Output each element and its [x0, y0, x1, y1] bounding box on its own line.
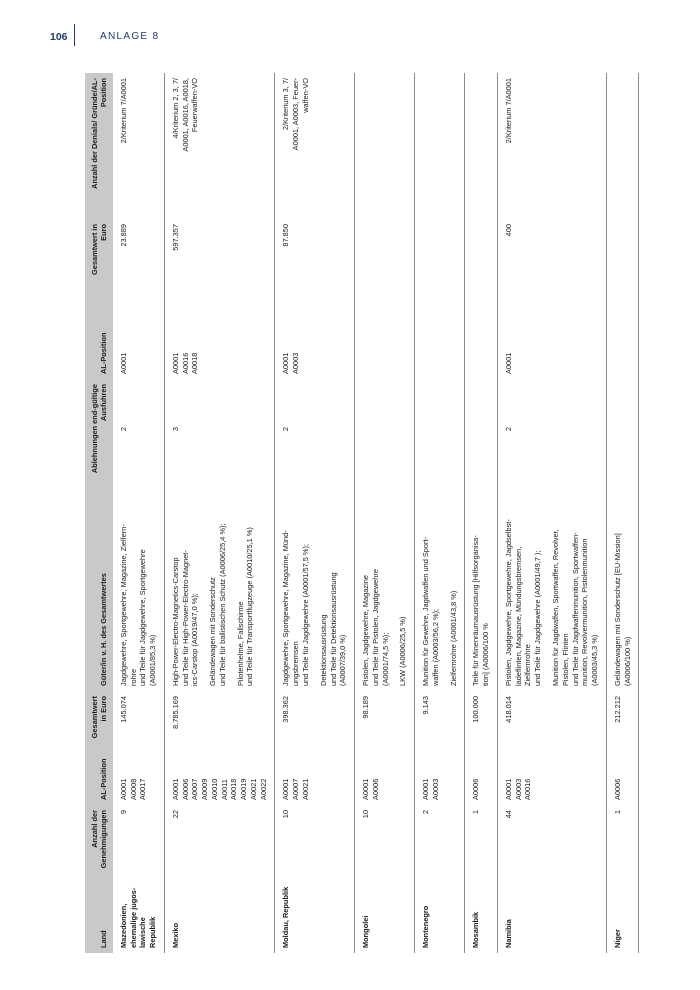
land-cell [465, 881, 498, 953]
al-code: A0006 [471, 778, 481, 800]
section-label: ANLAGE 8 [100, 31, 160, 42]
goods-group [319, 484, 348, 686]
goods-group [613, 484, 633, 686]
goods-group [471, 484, 491, 686]
anzahl-cell: 1 [465, 805, 498, 881]
al-position-2-cell [355, 289, 415, 379]
goods-group [236, 484, 256, 686]
denials-cell [606, 73, 639, 219]
gueter-cell [415, 479, 465, 691]
denials-cell [497, 73, 606, 219]
goods-line: munition, Revolvermunition, Pistolenmunition [580, 538, 590, 686]
goods-group [281, 484, 310, 686]
al-code: A0010 [209, 778, 219, 800]
goods-line: rohre [128, 668, 138, 686]
goods-line: und Teile für High-Power-Electro-Magnet- [180, 550, 190, 686]
al-code: A0001 [281, 352, 291, 374]
al-code: A0001 [170, 778, 180, 800]
goods-line: und Teile für Jagdgewehre (A0001/49,7 ); [533, 550, 543, 686]
gesamtwert-cell: 212.212 [606, 691, 639, 747]
gueter-cell [497, 479, 606, 691]
al-code: A0001 [118, 778, 128, 800]
al-code: A0021 [248, 778, 258, 800]
gueter-cell [606, 479, 639, 691]
al-code: A0016 [523, 778, 533, 800]
table-body [113, 73, 639, 953]
anzahl-cell: 10 [355, 805, 415, 881]
ablehnungen-cell [606, 379, 639, 479]
al-code: A0018 [190, 352, 200, 374]
al-code: A0016 [180, 352, 190, 374]
goods-line: tion] (A0006/100 % [481, 623, 491, 686]
land-cell [355, 881, 415, 953]
al-position-cell [606, 747, 639, 805]
gueter-cell [113, 479, 165, 691]
denials-line: A0001, A0016, A0018, [180, 78, 190, 152]
al-code: A0001 [361, 778, 371, 800]
gesamtwert-2-cell [465, 219, 498, 289]
table-row [497, 73, 606, 953]
table-row [275, 73, 355, 953]
anzahl-cell: 44 [497, 805, 606, 881]
goods-group [421, 484, 441, 686]
goods-group [208, 484, 228, 686]
al-code: A0007 [190, 778, 200, 800]
al-position-2-cell [275, 289, 355, 379]
anzahl-cell: 10 [275, 805, 355, 881]
goods-line: und Teile für Detektionsausrüstung [328, 572, 338, 686]
goods-line: Jagdgewehre, Sportgewehre, Magazine, Münd- [281, 530, 291, 686]
al-position-2-cell [606, 289, 639, 379]
goods-line: Teile für Minenräumausrüstung [Hilfsorganisa- [471, 535, 481, 686]
land-line: Moldau, Republik [281, 886, 291, 948]
goods-line: LKW (A0006/25,5 %) [398, 616, 408, 686]
denials-cell [275, 73, 355, 219]
goods-line: Detektionsausrüstung [318, 614, 328, 686]
goods-line: und Teile für Jagdwaffenmunition, Sportwaffen- [570, 532, 580, 686]
export-table [85, 73, 639, 953]
gesamtwert-cell: 8.785.169 [164, 691, 275, 747]
goods-group [551, 484, 600, 686]
table-row [355, 73, 415, 953]
anzahl-cell: 2 [415, 805, 465, 881]
ablehnungen-cell: 2 [275, 379, 355, 479]
land-line: Niger [612, 929, 622, 948]
land-cell [415, 881, 465, 953]
goods-line: Munition für Jagdwaffen, Sportwaffen, Revolver, [551, 529, 561, 686]
gesamtwert-cell: 98.189 [355, 691, 415, 747]
al-code: A0001 [170, 352, 180, 374]
ablehnungen-cell: 2 [113, 379, 165, 479]
al-position-cell [355, 747, 415, 805]
anzahl-cell: 1 [606, 805, 639, 881]
header-divider [74, 24, 75, 46]
goods-line: und Teile für ballistischen Schutz (A0006/25,4 %); [217, 523, 227, 686]
land-line: Namibia [503, 919, 513, 948]
denials-line: 2/Kriterium 7/A0001 [503, 78, 513, 144]
header-gesamtwert-2: Gesamtwert in Euro [85, 219, 113, 289]
al-code: A0009 [200, 778, 210, 800]
gesamtwert-cell: 100.000 [465, 691, 498, 747]
al-code: A0001 [503, 352, 513, 374]
al-position-2-cell [465, 289, 498, 379]
land-line: Mexiko [170, 922, 180, 948]
goods-line: Zielfernrohre [523, 644, 533, 686]
denials-line: 2/Kriterium 7/A0001 [118, 78, 128, 144]
goods-line: ladeflinten, Magazine, Mündungsbremsen, [513, 546, 523, 686]
gueter-cell [355, 479, 415, 691]
goods-group [504, 484, 543, 686]
goods-group [171, 484, 200, 686]
goods-line: Munition für Gewehre, Jagdwaffen und Sport- [421, 537, 431, 686]
goods-line: High-Power-Electro-Magnetics-Carstop [170, 557, 180, 686]
goods-line: Jagdgewehre, Sportgewehre, Magazine, Zielfern- [118, 524, 128, 686]
land-line: Montenegro [421, 905, 431, 948]
ablehnungen-cell [355, 379, 415, 479]
gesamtwert-cell: 418.014 [497, 691, 606, 747]
goods-group [361, 484, 390, 686]
al-position-cell [164, 747, 275, 805]
goods-group [449, 484, 459, 686]
ablehnungen-cell: 3 [164, 379, 275, 479]
gesamtwert-2-cell: 23.889 [113, 219, 165, 289]
denials-line: Feuerwaffen-VO [190, 78, 200, 133]
al-code: A0008 [128, 778, 138, 800]
land-line: Mosambik [471, 911, 481, 948]
land-cell [606, 881, 639, 953]
al-position-cell [113, 747, 165, 805]
gesamtwert-2-cell: 87.850 [275, 219, 355, 289]
goods-line: (A0007/39,0 %) [338, 634, 348, 686]
al-code: A0001 [118, 352, 128, 374]
goods-group [398, 484, 408, 686]
denials-line: waffen-VO [301, 78, 310, 113]
anzahl-cell: 22 [164, 805, 275, 881]
header-al-position-2: AL-Position [85, 289, 113, 379]
table-header-row [85, 73, 113, 953]
denials-cell [113, 73, 165, 219]
denials-line: A0001, A0003, Feuer- [291, 78, 301, 151]
goods-line: Pilotenhelme, Fallschirme [235, 601, 245, 686]
al-position-cell [275, 747, 355, 805]
table-row [606, 73, 639, 953]
table-row [415, 73, 465, 953]
gesamtwert-2-cell: 400 [497, 219, 606, 289]
land-cell [497, 881, 606, 953]
goods-line: und Teile für Pistolen, Jagdgewehre [370, 569, 380, 686]
goods-line: (A0003/45,3 %) [590, 634, 600, 686]
goods-line: waffen (A0003/56,2 %); [430, 608, 440, 686]
al-code: A0006 [612, 778, 622, 800]
header-land: Land [85, 881, 113, 953]
al-position-2-cell [415, 289, 465, 379]
header-gesamtwert: Gesamtwert in Euro [85, 691, 113, 747]
goods-group [119, 484, 158, 686]
al-code: A0019 [239, 778, 249, 800]
goods-line: und Teile für Transportflugzeuge (A0010/25,1 %) [245, 527, 255, 686]
gesamtwert-cell: 9.143 [415, 691, 465, 747]
al-code: A0007 [291, 778, 301, 800]
al-position-2-cell [497, 289, 606, 379]
goods-line: (A0001/74,5 %); [380, 632, 390, 686]
gesamtwert-cell: 398.362 [275, 691, 355, 747]
denials-cell [164, 73, 275, 219]
table-row [164, 73, 275, 953]
goods-line: Pistolen, Flinten [560, 633, 570, 686]
goods-line: und Teile für Jagdgewehre, Sportgewehre [138, 549, 148, 686]
gesamtwert-2-cell [355, 219, 415, 289]
land-cell [275, 881, 355, 953]
al-code: A0003 [291, 352, 301, 374]
al-code: A0001 [503, 778, 513, 800]
header-gueter: Güter/in v. H. des Gesamtwertes [85, 479, 113, 691]
goods-line: ungsbremsen [291, 641, 301, 686]
land-line: lawische Republik [138, 916, 158, 948]
gueter-cell [164, 479, 275, 691]
al-position-cell [497, 747, 606, 805]
al-code: A0003 [513, 778, 523, 800]
denials-cell [415, 73, 465, 219]
header-ablehnungen: Ablehnungen end-gültige Ausfuhren [85, 379, 113, 479]
al-code: A0011 [219, 779, 229, 800]
al-position-2-cell [113, 289, 165, 379]
goods-line: Zielfernrohre (A0001/43,8 %) [448, 590, 458, 686]
gesamtwert-2-cell [415, 219, 465, 289]
al-code: A0018 [229, 778, 239, 800]
gueter-cell [465, 479, 498, 691]
page-header [0, 0, 700, 60]
al-code: A0001 [281, 778, 291, 800]
land-line: Mongolei [361, 915, 371, 948]
al-code: A0001 [421, 778, 431, 800]
denials-line: 2/Kriterium 3, 7/ [281, 78, 291, 131]
land-line: ehemalige jugos- [128, 887, 138, 948]
ablehnungen-cell [465, 379, 498, 479]
gueter-cell [275, 479, 355, 691]
al-position-2-cell [164, 289, 275, 379]
al-code: A0021 [301, 778, 310, 800]
al-position-cell [465, 747, 498, 805]
page-number: 106 [50, 31, 68, 43]
al-code: A0017 [138, 778, 148, 800]
denials-cell [465, 73, 498, 219]
al-code: A0006 [180, 778, 190, 800]
rotated-table-area [85, 73, 655, 953]
ablehnungen-cell: 2 [497, 379, 606, 479]
al-code: A0022 [258, 778, 268, 800]
denials-cell [355, 73, 415, 219]
gesamtwert-2-cell [606, 219, 639, 289]
al-code: A0006 [370, 778, 380, 800]
goods-line: (A0001/85,3 %) [148, 634, 158, 686]
gesamtwert-2-cell: 597.357 [164, 219, 275, 289]
header-al-position: AL-Position [85, 747, 113, 805]
al-code: A0003 [430, 778, 440, 800]
header-denials: Anzahl der Denials/ Gründe/AL-Position [85, 73, 113, 219]
table-row [465, 73, 498, 953]
land-cell [164, 881, 275, 953]
land-line: Mazedonien, [118, 903, 128, 948]
goods-line: und Teile für Jagdgewehre (A0001/57,5 %); [301, 543, 310, 686]
goods-line: Geländewagen mit Sonderschutz [208, 577, 218, 686]
goods-line: Geländewagen mit Sonderschutz [EU-Mission] [612, 533, 622, 686]
table-row [113, 73, 165, 953]
goods-line: (A0006/100 %) [622, 636, 632, 686]
denials-line: 4/Kriterium 2, 3, 7/ [170, 78, 180, 139]
header-anzahl: Anzahl der Genehmigungen [85, 805, 113, 881]
goods-line: Pistolen, Jagdgewehre, Sportgewehre, Jagdselbst- [503, 519, 513, 686]
goods-line: ics-Carstop (A0019/47,0 %); [190, 593, 200, 686]
goods-line: Pistolen, Jagdgewehre, Magazine [361, 575, 371, 686]
al-position-cell [415, 747, 465, 805]
anzahl-cell: 9 [113, 805, 165, 881]
land-cell [113, 881, 165, 953]
gesamtwert-cell: 145.074 [113, 691, 165, 747]
ablehnungen-cell [415, 379, 465, 479]
